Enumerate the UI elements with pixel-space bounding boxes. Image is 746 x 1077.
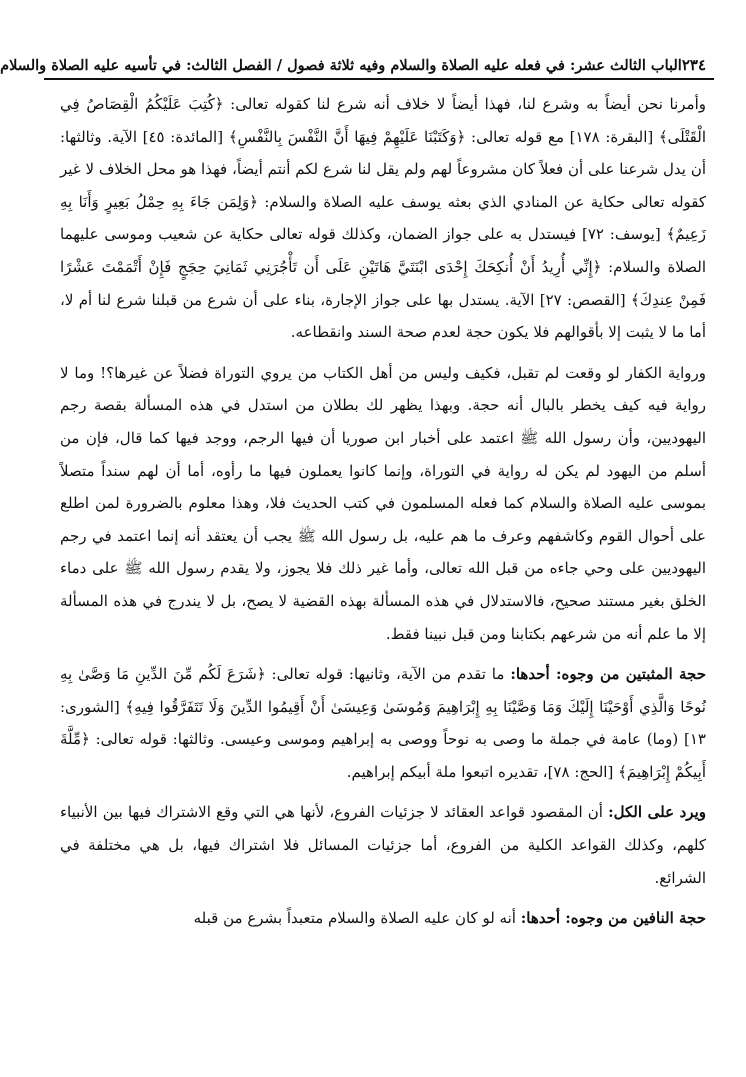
paragraph-text: أنه لو كان عليه الصلاة والسلام متعبداً بشرع من قبله bbox=[193, 909, 516, 928]
paragraph-text: وأمرنا نحن أيضاً به وشرع لنا، فهذا أيضاً لا خلاف أنه شرع لنا كقوله تعالى: ﴿كُتِبَ عَلَيْكُمُ الْقِصَاصُ فِي الْقَتْلَى﴾ [البقرة: ١٧٨] مع قوله تعالى: ﴿وَكَتَبْنَا عَلَيْهِمْ فِيهَا أَنَّ النَّفْسَ بِالنَّفْسِ﴾ [المائدة: ٤٥] الآية. وثالثها: أن يدل شرعنا على أن فعلاً كان مشروعاً لهم ولم يقل لنا شرع لكم أنتم أيضاً، فهذا هو محل الخلاف لا غير كقوله تعالى حكاية عن المنادي الذي بعثه يوسف عليه الصلاة والسلام: ﴿وَلِمَن جَاءَ بِهِ حِمْلُ بَعِيرٍ وَأَنَا بِهِ زَعِيمٌ﴾ [يوسف: ٧٢] فيستدل به على جواز الضمان، وكذلك قوله تعالى حكاية عن شعيب وموسى عليهما الصلاة والسلام: ﴿إِنِّي أُرِيدُ أَنْ أُنكِحَكَ إِحْدَى ابْنَتَيَّ هَاتَيْنِ عَلَى أَن تَأْجُرَنِي ثَمَانِيَ حِجَجٍ فَإِنْ أَتْمَمْتَ عَشْرًا فَمِنْ عِندِكَ﴾ [القصص: ٢٧] الآية. يستدل بها على جواز الإجارة، بناء على أن شرع من قبلنا شرع لنا أم لا، أما ما لا يثبت إلا بأقوالهم فلا يكون حجة لعدم صحة السند وانقطاعه. bbox=[60, 95, 706, 342]
paragraph-text: ما تقدم من الآية، وثانيها: قوله تعالى: ﴿شَرَعَ لَكُم مِّنَ الدِّينِ مَا وَصَّىٰ بِهِ نُوحًا وَالَّذِي أَوْحَيْنَا إِلَيْكَ وَمَا وَصَّيْنَا بِهِ إِبْرَاهِيمَ وَمُوسَىٰ وَعِيسَىٰ أَنْ أَقِيمُوا الدِّينَ وَلَا تَتَفَرَّقُوا فِيهِ﴾ [الشورى: ١٣] (وما) عامة في جملة ما وصى به نوحاً ووصى به إبراهيم وموسى وعيسى. وثالثها: قوله تعالى: ﴿مِّلَّةَ أَبِيكُمْ إِبْرَاهِيمَ﴾ [الحج: ٧٨]، تقديره اتبعوا ملة أبيكم إبراهيم. bbox=[60, 665, 706, 781]
paragraph-5 bbox=[60, 902, 706, 935]
paragraph-lead: حجة المثبتين من وجوه: أحدها: bbox=[510, 665, 707, 684]
paragraph-text: أن المقصود قواعد العقائد لا جزئيات الفروع، لأنها هي التي وقع الاشتراك فيها بين الأنبياء كلهم، وكذلك القواعد الكلية من الفروع، أما جزئيات المسائل فلا اشتراك فيها، بل هي مختلفة في الشرائع. bbox=[60, 803, 706, 887]
running-header bbox=[0, 44, 714, 80]
header-right bbox=[0, 56, 714, 78]
paragraph-2 bbox=[60, 357, 706, 650]
page-number-arabic: ٢٣٤ bbox=[681, 56, 706, 74]
page-body bbox=[60, 88, 706, 935]
paragraph-3 bbox=[60, 658, 706, 788]
paragraph-text: ورواية الكفار لو وقعت لم تقبل، فكيف وليس من أهل الكتاب من يروي التوراة فضلاً عن غيرها؟! وما لا رواية فيه كيف يخطر بالبال أنه حجة. وبهذا يظهر لك بطلان من استدل في هذه المسألة بقصة رجم اليهوديين، وأن رسول الله ﷺ اعتمد على أخبار ابن صوريا أن فيها الرجم، ووجد فيها كما قال، فإن من أسلم من اليهود لم يكن له رواية في التوراة، وإنما كانوا يعملون فيها ما رأوه، أما أن لهم سنداً متصلاً بموسى عليه الصلاة والسلام كما فعله المسلمون في كتب الحديث فلا، وهذا معلوم بالضرورة لمن اطلع على أحوال القوم وكاشفهم وعرف ما هم عليه، بل رسول الله ﷺ يجب أن يعتقد أنه إنما اعتمد في رجم اليهوديين على وحي جاءه من قبل الله تعالى، وأما غير ذلك فلا يجوز، ولا يقدم رسول الله ﷺ على دماء الخلق بغير مستند صحيح، فالاستدلال في هذه المسألة بهذه القضية لا يصح، بل لا يندرج في هذه المسألة إلا ما علم أنه من شرعهم بكتابنا ومن قبل نبينا فقط. bbox=[60, 363, 706, 643]
paragraph-4 bbox=[60, 796, 706, 894]
paragraph-lead: حجة النافين من وجوه: أحدها: bbox=[520, 909, 706, 928]
paragraph-lead: ويرد على الكل: bbox=[608, 803, 706, 822]
header-title: الباب الثالث عشر: في فعله عليه الصلاة والسلام وفيه ثلاثة فصول / الفصل الثالث: في تأسيه عليه الصلاة والسلام bbox=[0, 57, 682, 74]
paragraph-1 bbox=[60, 88, 706, 349]
